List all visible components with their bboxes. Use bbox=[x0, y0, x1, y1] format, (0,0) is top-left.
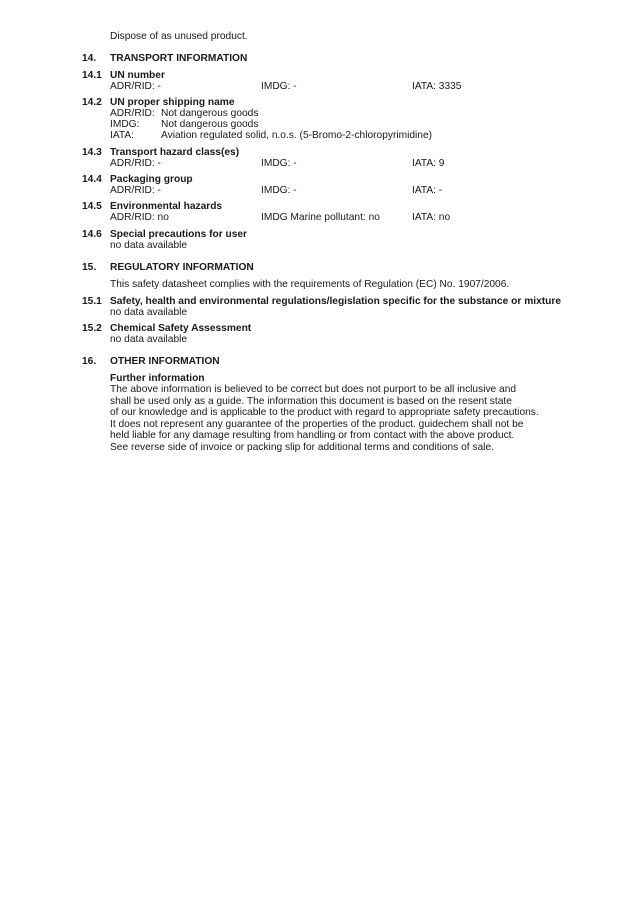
further-information-line: See reverse side of invoice or packing slip for additional terms and conditions of sale. bbox=[110, 441, 494, 453]
further-information-paragraph bbox=[110, 384, 550, 454]
subsection-14-4-number: 14.4 bbox=[82, 174, 102, 185]
packaging-imdg: IMDG: - bbox=[261, 185, 297, 196]
further-information-line: The above information is believed to be correct but does not purport to be all inclusive and bbox=[110, 384, 517, 395]
subsection-14-2-title: UN proper shipping name bbox=[110, 97, 235, 108]
subsection-14-3-title: Transport hazard class(es) bbox=[110, 147, 240, 158]
section-16-number: 16. bbox=[82, 356, 97, 367]
further-information-line: held liable for any damage resulting from handling or from contact with the above product. bbox=[110, 430, 515, 442]
subsection-14-6-title: Special precautions for user bbox=[110, 229, 248, 240]
section-14-number: 14. bbox=[82, 53, 97, 64]
packaging-adr: ADR/RID: - bbox=[110, 185, 161, 196]
subsection-14-5-number: 14.5 bbox=[82, 201, 102, 212]
un-number-imdg: IMDG: - bbox=[261, 81, 297, 92]
subsection-14-5-title: Environmental hazards bbox=[110, 201, 223, 212]
shipping-name-iata-value: Aviation regulated solid, n.o.s. (5-Bromo-2-chloropyrimidine) bbox=[161, 130, 433, 141]
shipping-name-iata-label: IATA: bbox=[110, 130, 134, 141]
regulatory-intro: This safety datasheet complies with the requirements of Regulation (EC) No. 1907/2006. bbox=[110, 279, 510, 290]
shipping-name-adr-label: ADR/RID: bbox=[110, 108, 155, 119]
csa-text: no data available bbox=[110, 334, 188, 345]
subsection-15-2-number: 15.2 bbox=[82, 323, 102, 334]
env-hazards-iata: IATA: no bbox=[412, 212, 451, 223]
further-information-line: shall be used only as a guide. The information this document is based on the resent state bbox=[110, 395, 512, 407]
subsection-14-6-number: 14.6 bbox=[82, 229, 102, 240]
disposal-note: Dispose of as unused product. bbox=[110, 31, 248, 42]
subsection-15-1-title: Safety, health and environmental regulations/legislation specific for the substance or mixture bbox=[110, 296, 561, 307]
hazard-class-adr: ADR/RID: - bbox=[110, 158, 161, 169]
shipping-name-adr-value: Not dangerous goods bbox=[161, 108, 259, 119]
subsection-14-1-title: UN number bbox=[110, 70, 165, 81]
regulations-text: no data available bbox=[110, 307, 188, 318]
further-information-line: of our knowledge and is applicable to the product with regard to appropriate safety precautions. bbox=[110, 407, 539, 419]
shipping-name-imdg-label: IMDG: bbox=[110, 119, 140, 130]
packaging-iata: IATA: - bbox=[412, 185, 443, 196]
subsection-15-1-number: 15.1 bbox=[82, 296, 102, 307]
further-information-line: It does not represent any guarantee of the properties of the product. guidechem shall not be bbox=[110, 418, 524, 430]
hazard-class-iata: IATA: 9 bbox=[412, 158, 445, 169]
subsection-14-2-number: 14.2 bbox=[82, 97, 102, 108]
shipping-name-imdg-value: Not dangerous goods bbox=[161, 119, 259, 130]
section-15-title: REGULATORY INFORMATION bbox=[110, 262, 254, 273]
section-15-number: 15. bbox=[82, 262, 97, 273]
subsection-14-3-number: 14.3 bbox=[82, 147, 102, 158]
env-hazards-adr: ADR/RID: no bbox=[110, 212, 169, 223]
un-number-adr: ADR/RID: - bbox=[110, 81, 161, 92]
un-number-iata: IATA: 3335 bbox=[412, 81, 462, 92]
hazard-class-imdg: IMDG: - bbox=[261, 158, 297, 169]
section-16-title: OTHER INFORMATION bbox=[110, 356, 220, 367]
further-information-title: Further information bbox=[110, 373, 205, 384]
subsection-15-2-title: Chemical Safety Assessment bbox=[110, 323, 252, 334]
env-hazards-imdg: IMDG Marine pollutant: no bbox=[261, 212, 380, 223]
section-14-title: TRANSPORT INFORMATION bbox=[110, 53, 248, 64]
subsection-14-1-number: 14.1 bbox=[82, 70, 102, 81]
subsection-14-4-title: Packaging group bbox=[110, 174, 193, 185]
special-precautions-text: no data available bbox=[110, 240, 188, 251]
